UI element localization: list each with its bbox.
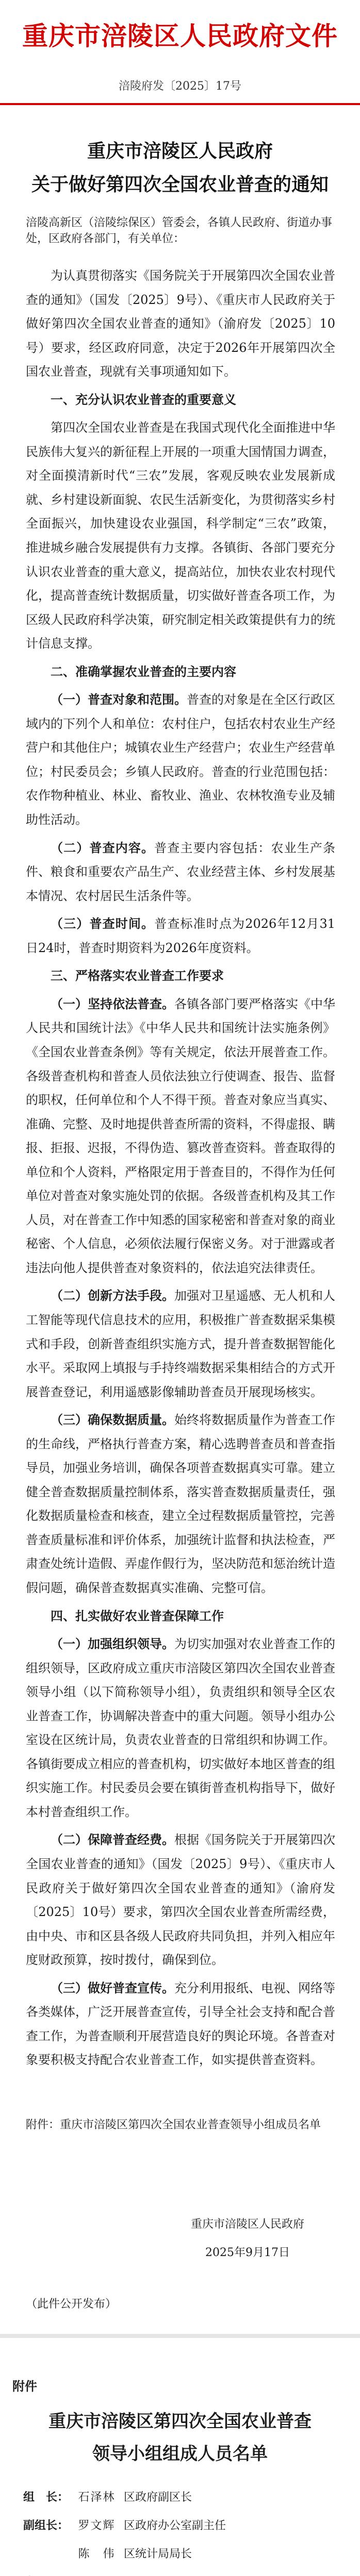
lead-paragraph <box>26 912 335 960</box>
roster-position: 区政府办公室副主任 <box>124 2519 226 2532</box>
paragraph-lead: （一）加强组织领导。 <box>51 1636 174 1652</box>
paragraph-lead: （二）保障普查经费。 <box>51 1832 174 1848</box>
signature-organization: 重庆市涪陵区人民政府 <box>190 2218 304 2231</box>
roster-position: 区统计局局长 <box>124 2548 192 2561</box>
roster-row <box>23 2488 338 2517</box>
lead-paragraph <box>26 992 335 1280</box>
attachment-reference: 附件：重庆市涪陵区第四次全国农业普查领导小组成员名单 <box>26 2119 321 2131</box>
roster-row <box>23 2517 338 2545</box>
paragraph-text: 根据《国务院关于开展第四次全国农业普查的通知》（国发〔2025〕9号）、《重庆市人民政府关于做好第四次全国农业普查的通知》（渝府发〔2025〕10号）要求，第四次全国农业普查所需经费，由中央、市和区县各级人民政府共同负担，并列入相应年度财政预算，按时拨付，确保到位。 <box>26 1833 335 1968</box>
lead-paragraph <box>26 1284 335 1404</box>
body-paragraph: 第四次全国农业普查是在我国式现代化全面推进中华民族伟大复兴的新征程上开展的一项重大国情国力调查，对全面摸清新时代“三农”发展，客观反映农业发展新成就、乡村建设新面貌、农民生活新变化，为贯彻落实乡村全面振兴，加快建设农业强国，科学制定“三农”政策，推进城乡融合发展提供有力支撑。各镇街、各部门要充分认识农业普查的重大意义，提高站位，加快农业农村现代化，提高普查统计数据质量，切实做好普查各项工作，为区级人民政府科学决策，研究制定相关政策提供有力的统计信息支撑。 <box>26 420 335 651</box>
notice-title-line-2: 关于做好第四次全国农业普查的通知 <box>31 174 329 195</box>
attachment-title-line-2: 领导小组组成人员名单 <box>92 2444 268 2464</box>
lead-paragraph <box>26 1976 335 2072</box>
roster-row <box>23 2573 338 2576</box>
attachment-title-line-1: 重庆市涪陵区第四次全国农业普查 <box>48 2411 312 2432</box>
lead-paragraph <box>26 1828 335 1972</box>
roster-position: 区政府副区长 <box>124 2491 192 2504</box>
member-roster <box>23 2488 338 2576</box>
roster-position <box>124 2573 338 2576</box>
attachment-label: 附件 <box>12 2379 37 2394</box>
roster-role: 组 长： <box>23 2490 69 2504</box>
paragraph-lead: （二）创新方法手段。 <box>51 1288 174 1303</box>
roster-row <box>23 2545 338 2573</box>
roster-name: 陈 伟 <box>78 2548 116 2561</box>
lead-paragraph <box>26 688 335 832</box>
salutation: 涪陵高新区（涪陵综保区）管委会，各镇人民政府、街道办事处，区政府各部门，有关单位： <box>26 216 333 245</box>
paragraph-text: 各镇各部门要严格落实《中华人民共和国统计法》《中华人民共和国统计法实施条例》《全国农业普查条例》等有关规定，依法开展普查工作。各级普查机构和普查人员依法独立行使调查、报告、监督的职权，任何单位和个人不得干预。普查对象应当真实、准确、完整、及时地提供普查所需的资料，不得虚报、瞒报、拒报、迟报，不得伪造、篡改普查资料。普查取得的单位和个人资料，严格限定用于普查目的，不得作为任何单位对普查对象实施处罚的依据。各级普查机构及其工作人员，对在普查工作中知悉的国家秘密和普查对象的商业秘密、个人信息，必须依法履行保密义务。对于泄露或者违法向他人提供普查对象资料的，依法追究法律责任。 <box>26 996 335 1275</box>
section-heading: 一、充分认识农业普查的重要意义 <box>51 392 236 407</box>
roster-name: 石泽林 <box>78 2491 116 2504</box>
notice-body <box>26 264 335 2076</box>
paragraph-lead: （三）普查时间。 <box>51 916 155 931</box>
roster-name <box>70 2573 124 2576</box>
intro-paragraph: 为认真贯彻落实《国务院关于开展第四次全国农业普查的通知》（国发〔2025〕9号）、《重庆市人民政府关于做好第四次全国农业普查的通知》（渝府发〔2025〕10号）要求，经区政府同意，决定于2026年开展第四次全国农业普查，现就有关事项通知如下。 <box>26 268 335 379</box>
signature-date: 2025年9月17日 <box>205 2246 290 2259</box>
paragraph-text: 普查主要内容包括：农业生产条件、粮食和重要农产品生产、农业经营主体、乡村发展基本情况、农村居民生活条件等。 <box>26 840 336 903</box>
paragraph-text: 充分利用报纸、电视、网络等各类媒体，广泛开展普查宣传，引导全社会支持和配合普查工作，为普查顺利开展营造良好的舆论环境。各普查对象要积极支持配合农业普查工作，如实提供普查资料。 <box>26 1980 335 2067</box>
lead-paragraph <box>26 836 335 908</box>
paragraph-lead: （三）确保数据质量。 <box>51 1412 174 1428</box>
section-heading: 二、准确掌握农业普查的主要内容 <box>51 664 236 679</box>
section-divider <box>0 2334 360 2338</box>
lead-paragraph <box>26 1632 335 1824</box>
lead-paragraph <box>26 1408 335 1600</box>
roster-role: 副组长： <box>23 2519 69 2532</box>
paragraph-lead: （三）做好普查宣传。 <box>51 1980 174 1995</box>
section-heading: 三、严格落实农业普查工作要求 <box>51 968 224 984</box>
paragraph-lead: （一）普查对象和范围。 <box>51 692 187 707</box>
notice-title-line-1: 重庆市涪陵区人民政府 <box>87 140 273 162</box>
paragraph-text: 普查的对象是在全区行政区域内的下列个人和单位：农村住户，包括农村农业生产经营户和其他住户；城镇农业生产经营户；农业生产经营单位；村民委员会；乡镇人民政府。普查的行业范围包括：农作物种植业、林业、畜牧业、渔业、农林牧渔专业及辅助性活动。 <box>26 692 335 827</box>
paragraph-lead: （二）普查内容。 <box>51 840 155 855</box>
red-divider-line <box>0 103 360 105</box>
paragraph-lead: （一）坚持依法普查。 <box>51 996 174 1011</box>
paragraph-text: 始终将数据质量作为普查工作的生命线，严格执行普查方案，精心选聘普查员和普查指导员，加强业务培训，确保各项普查数据真实可靠。建立健全普查数据质量控制体系，落实普查数据质量责任，强化数据质量检查和核查，建立全过程数据质量管控，完善普查质量标准和评价体系，加强统计监督和执法检查，严肃查处统计造假、弄虚作假行为，坚决防范和惩治统计造假问题，确保普查数据真实准确、完整可信。 <box>26 1413 335 1595</box>
masthead: 重庆市涪陵区人民政府文件 <box>22 21 338 51</box>
paragraph-text: 加强对卫星遥感、无人机和人工智能等现代信息技术的应用，积极推广普查数据采集模式和手段，创新普查组织实施方式，提升普查数据智能化水平。采取网上填报与手持终端数据采集相结合的方式开展普查登记，利用遥感影像辅助普查员开展现场核实。 <box>26 1289 335 1399</box>
roster-name: 罗文辉 <box>78 2519 116 2532</box>
publication-note: （此件公开发布） <box>26 2298 117 2311</box>
roster-role <box>23 2573 70 2576</box>
section-heading: 四、扎实做好农业普查保障工作 <box>51 1608 224 1623</box>
document-number: 涪陵府发〔2025〕17号 <box>119 80 241 93</box>
paragraph-text: 普查标准时点为2026年12月31日24时，普查时期资料为2026年度资料。 <box>26 917 336 955</box>
paragraph-text: 为切实加强对农业普查工作的组织领导，区政府成立重庆市涪陵区第四次全国农业普查领导小组（以下简称领导小组），负责组织和领导全区农业普查工作，协调解决普查中的重大问题。领导小组办公室设在区统计局，负责农业普查的日常组织和协调工作。各镇街要成立相应的普查机构，切实做好本地区普查的组织实施工作。村民委员会要在镇街普查机构指导下，做好本村普查组织工作。 <box>26 1637 335 1819</box>
